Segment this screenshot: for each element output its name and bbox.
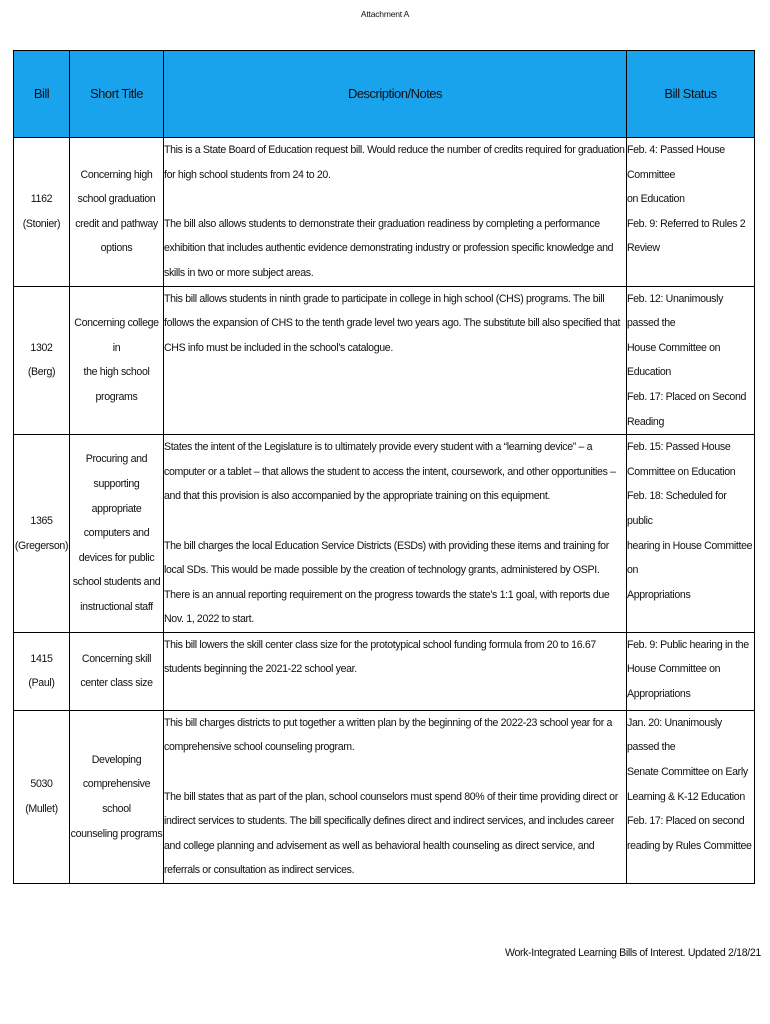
bill-sponsor: (Berg) [27,366,56,379]
status-line: Senate Committee on Early [627,766,748,779]
status-line: Jan. 20: Unanimously passed the [627,716,722,754]
short-title-line: instructional staff [80,600,153,613]
status-line: House Committee on [627,663,721,676]
description-cell [164,435,627,633]
short-title-line: programs [95,390,138,403]
paragraph-gap [164,509,626,534]
bill-number: 1365 [30,514,53,527]
description-cell [164,138,627,287]
status-cell [627,710,755,883]
bill-sponsor: (Mullet) [25,802,58,815]
description-paragraph: This is a State Board of Education request bill. Would reduce the number of credits required for graduation for high school students from 24 to 20. [164,144,625,181]
short-title-cell [70,138,164,287]
short-title-line: Procuring and [85,453,148,466]
status-cell [627,138,755,287]
table-row [14,710,755,883]
short-title-cell [70,435,164,633]
bill-sponsor: (Gregerson) [14,539,69,552]
status-cell [627,435,755,633]
short-title-cell [70,286,164,435]
attachment-label: Attachment A [360,9,410,19]
short-title-line: counseling programs [70,827,163,840]
bill-cell [14,138,70,287]
status-cell [627,632,755,710]
bill-sponsor: (Stonier) [22,217,61,230]
short-title-line: comprehensive school [82,778,151,815]
short-title-line: options [100,242,133,255]
short-title-line: computers and [83,527,150,540]
description-paragraph: This bill allows students in ninth grade to participate in college in high school (CHS) programs. The bill follows the expansion of CHS to the tenth grade level two years ago. The substitute bill also specified that CHS info must be included in the school’s catalogue. [164,292,621,354]
short-title-line: school graduation [77,193,156,206]
bill-sponsor: (Paul) [28,677,55,690]
paragraph-gap [164,760,626,785]
short-title-line: Concerning high [80,168,153,181]
short-title-line: Concerning college in [74,317,159,354]
bill-number: 1302 [30,341,53,354]
table-row [14,286,755,435]
bill-number: 1415 [30,652,53,665]
status-line: Appropriations [627,688,691,701]
header-bill: Bill [14,51,70,138]
bill-cell [14,632,70,710]
header-description: Description/Notes [164,51,627,138]
short-title-cell [70,632,164,710]
status-line: reading by Rules Committee [627,839,752,852]
description-cell [164,632,627,710]
bills-table-body [14,138,755,884]
description-paragraph: States the intent of the Legislature is to ultimately provide every student with a “learning device” – a computer or a tablet – that allows the student to access the intent, coursework, and other opportunities – and that this provision is also accompanied by the appropriate training on this equipment. [164,441,616,503]
description-cell [164,710,627,883]
short-title-line: center class size [80,677,153,690]
short-title-line: school students and [72,576,161,589]
header-short-title: Short Title [70,51,164,138]
bill-number: 1162 [30,193,53,206]
short-title-line: credit and pathway [75,217,158,230]
bill-number: 5030 [30,778,53,791]
table-row [14,435,755,633]
status-line: Feb. 9: Public hearing in the [627,638,749,651]
status-line: Appropriations [627,588,691,601]
description-paragraph: This bill charges districts to put together a written plan by the beginning of the 2022-23 school year for a comprehensive school counseling program. [164,716,613,754]
status-line: Learning & K-12 Education [627,790,745,803]
short-title-cell [70,710,164,883]
short-title-line: devices for public [78,551,155,564]
status-line: Feb. 15: Passed House [627,441,731,454]
short-title-line: Developing [91,753,142,766]
status-line: hearing in House Committee on [627,539,753,577]
short-title-line: supporting [93,478,140,491]
table-header-row [14,51,755,138]
status-line: Feb. 18: Scheduled for public [627,490,727,527]
status-line: Feb. 17: Placed on Second [627,390,747,403]
status-line: Reading [627,415,665,428]
bills-table [13,50,755,884]
bill-cell [14,286,70,435]
status-line: House Committee on Education [627,341,721,379]
short-title-line: Concerning skill [81,652,152,665]
description-paragraph: This bill lowers the skill center class size for the prototypical school funding formula from 20 to 16.67 students beginning the 2021-22 school year. [164,638,596,676]
status-line: Committee on Education [627,465,736,478]
status-line: Feb. 12: Unanimously passed the [627,292,724,330]
status-line: on Education [627,193,685,206]
bill-cell [14,435,70,633]
table-row [14,632,755,710]
status-line: Feb. 4: Passed House Committee [627,144,725,181]
table-row [14,138,755,287]
status-line: Feb. 9: Referred to Rules 2 [627,217,746,230]
header-status: Bill Status [627,51,755,138]
short-title-line: appropriate [91,502,142,515]
status-line: Review [627,242,660,255]
description-paragraph: The bill states that as part of the plan, school counselors must spend 80% of their time providing direct or indirect services to students. The bill specifically defines direct and indirect services, and includes career and college planning and advisement as well as behavioral health counseling as direct service, and referrals or consultation as indirect services. [164,790,618,877]
description-paragraph: The bill also allows students to demonstrate their graduation readiness by completing a performance exhibition that includes authentic evidence demonstrating industry or profession specific knowledge and skills in two or more subject areas. [164,217,614,279]
short-title-line: the high school [83,366,150,379]
footer-note: Work-Integrated Learning Bills of Interest. Updated 2/18/21 [505,947,761,959]
bill-cell [14,710,70,883]
description-paragraph: The bill charges the local Education Service Districts (ESDs) with providing these items and training for local SDs. This would be made possible by the creation of technology grants, administered by OSPI. There is an annual reporting requirement on the progress towards the state’s 1:1 goal, with reports due Nov. 1, 2022 to start. [164,539,610,626]
status-cell [627,286,755,435]
description-cell [164,286,627,435]
status-line: Feb. 17: Placed on second [627,815,745,828]
paragraph-gap [164,187,626,212]
